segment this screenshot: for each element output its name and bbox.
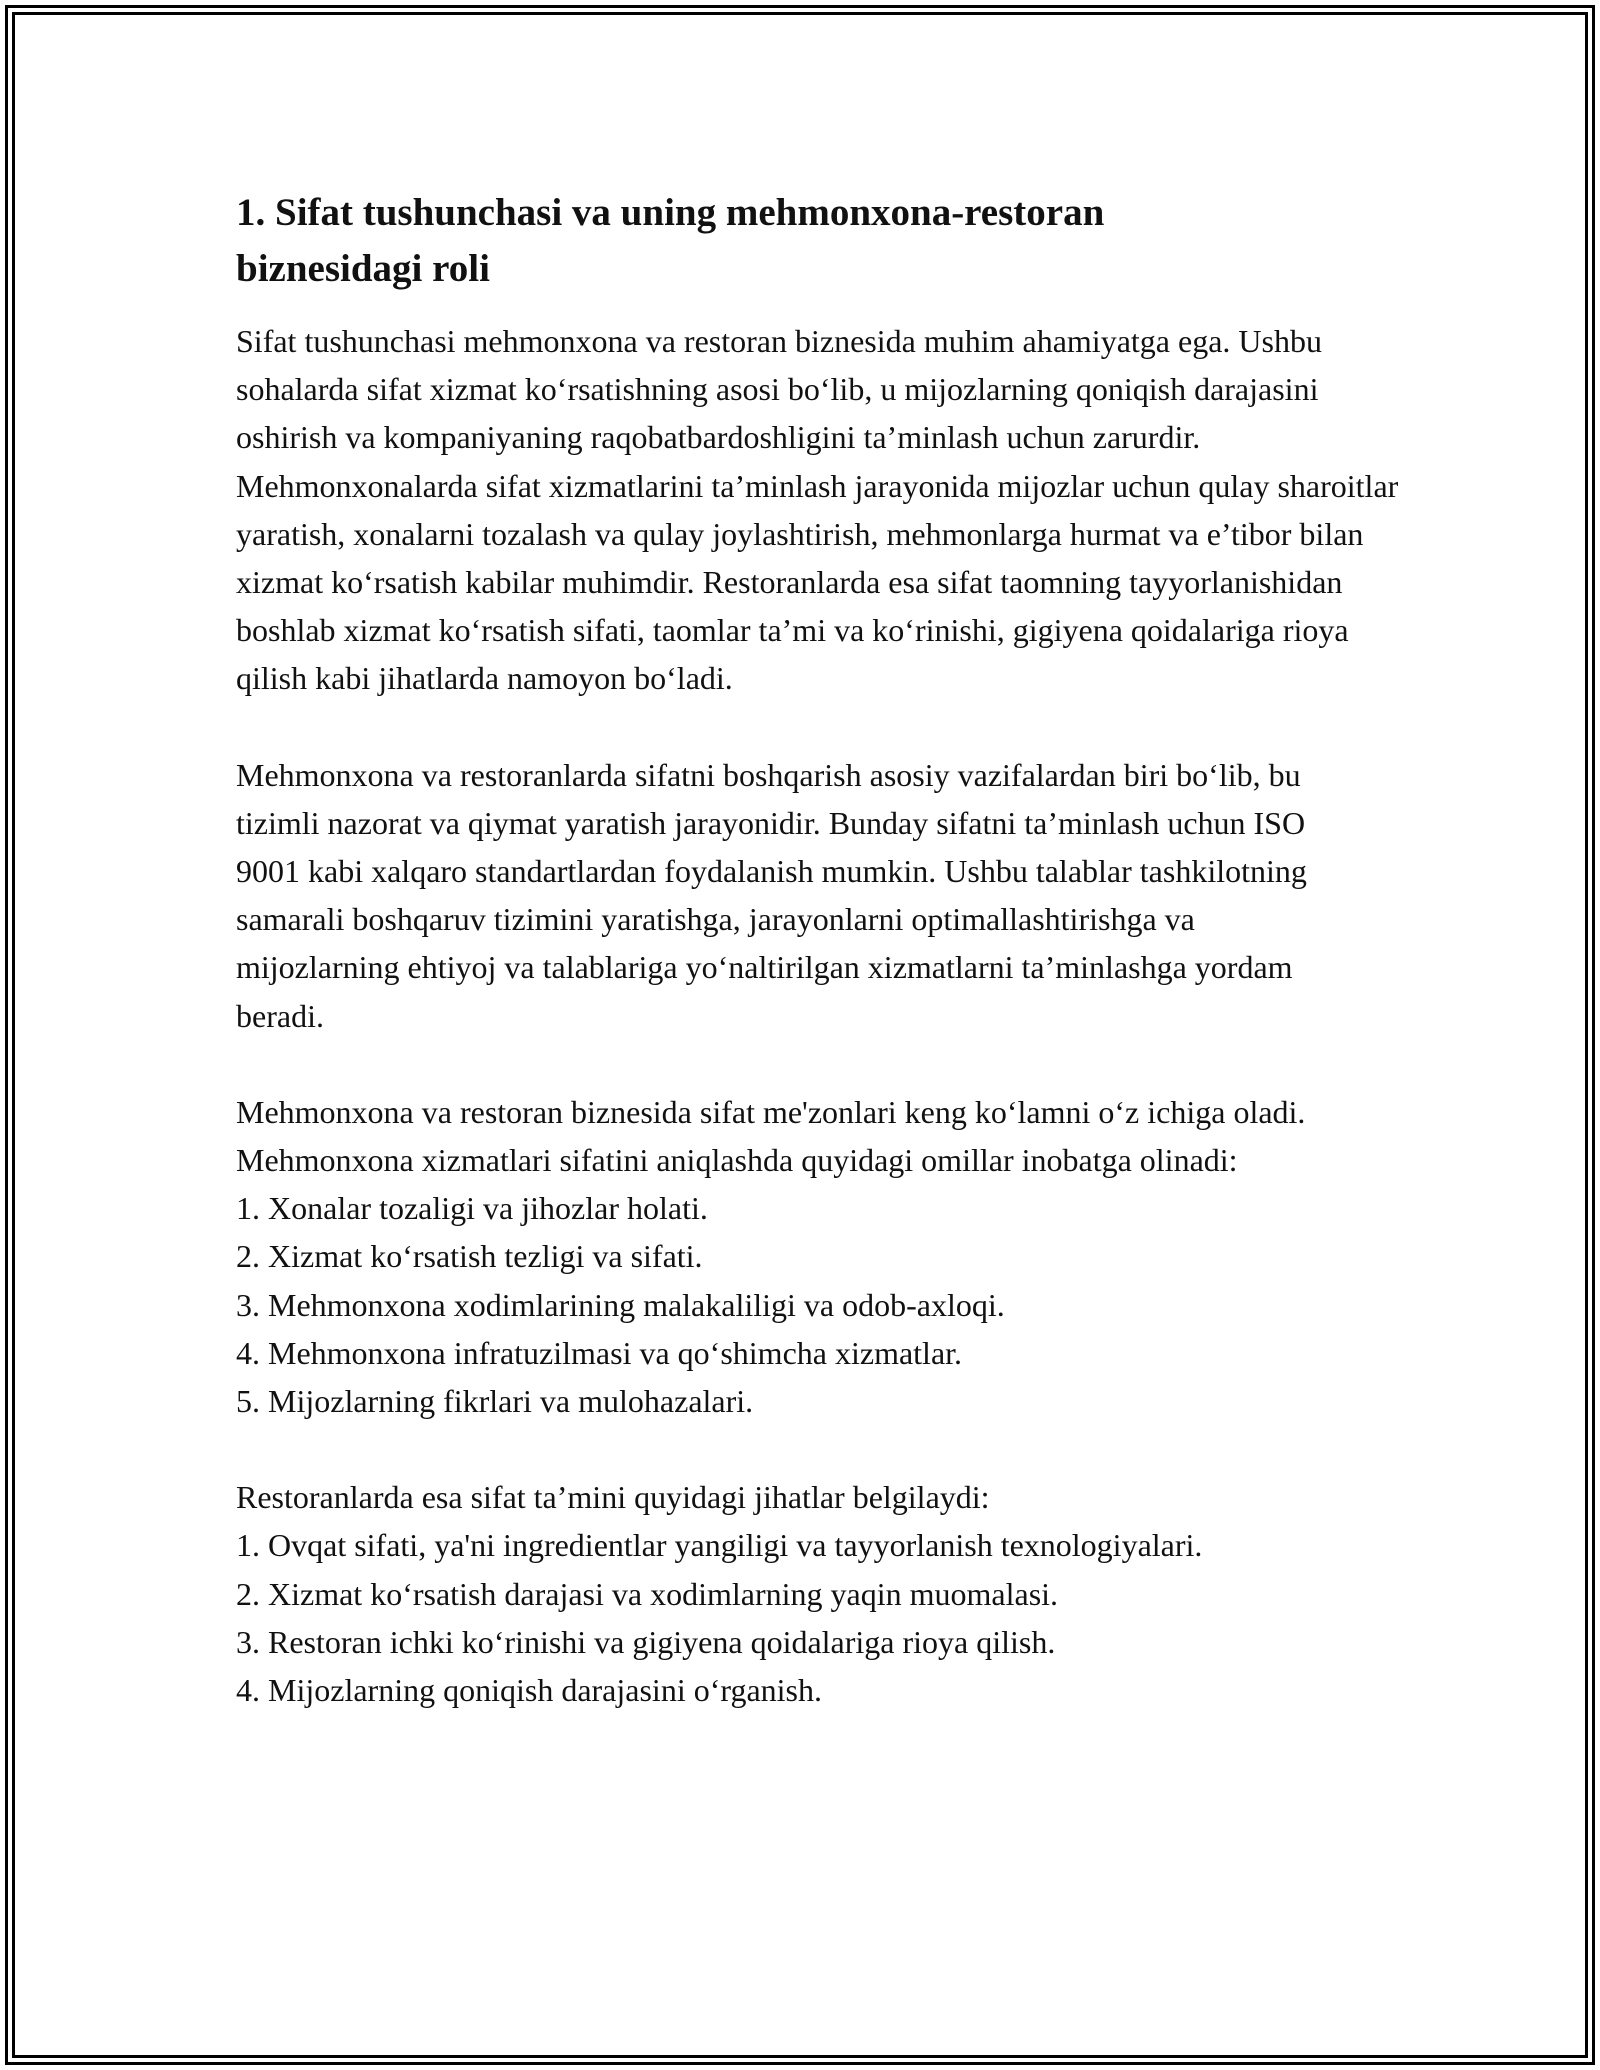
list-item: 3. Mehmonxona xodimlarining malakaliligi va odob-axloqi. — [236, 1286, 1005, 1323]
list-item: 4. Mijozlarning qoniqish darajasini oʻrganish. — [236, 1672, 822, 1709]
hotel-criteria-list — [236, 1184, 1416, 1425]
document-body — [236, 185, 1416, 1762]
section-heading: 1. Sifat tushunchasi va uning mehmonxona-restoran biznesidagi roli — [236, 191, 1105, 290]
restaurant-criteria-intro: Restoranlarda esa sifat ta’mini quyidagi jihatlar belgilaydi: — [236, 1479, 990, 1516]
paragraph-quality-management: Mehmonxona va restoranlarda sifatni boshqarish asosiy vazifalardan biri boʻlib, bu tizimli nazorat va qiymat yaratish jarayonidir. Bunday sifatni ta’minlash uchun ISO 9001 kabi xalqaro standartlardan foydalanish mumkin. Ushbu talablar tashkilotning samarali boshqaruv tizimini yaratishga, jarayonlarni optimallashtirishga va mijozlarning ehtiyoj va talablariga yoʻnaltirilgan xizmatlarni ta’minlashga yordam beradi. — [236, 756, 1307, 1034]
list-item: 3. Restoran ichki koʻrinishi va gigiyena qoidalariga rioya qilish. — [236, 1623, 1056, 1660]
list-item: 5. Mijozlarning fikrlari va mulohazalari. — [236, 1383, 754, 1420]
hotel-criteria-intro: Mehmonxona va restoran biznesida sifat me'zonlari keng koʻlamni oʻz ichiga oladi. Mehmonxona xizmatlari sifatini aniqlashda quyidagi omillar inobatga olinadi: — [236, 1093, 1306, 1179]
list-item: 2. Xizmat koʻrsatish darajasi va xodimlarning yaqin muomalasi. — [236, 1575, 1059, 1612]
paragraph-quality-concept: Sifat tushunchasi mehmonxona va restoran biznesida muhim ahamiyatga ega. Ushbu sohalarda sifat xizmat koʻrsatishning asosi boʻlib, u mijozlarning qoniqish darajasini oshirish va kompaniyaning raqobatbardoshligini ta’minlash uchun zarurdir. Mehmonxonalarda sifat xizmatlarini ta’minlash jarayonida mijozlar uchun qulay sharoitlar yaratish, xonalarni tozalash va qulay joylashtirish, mehmonlarga hurmat va e’tibor bilan xizmat koʻrsatish kabilar muhimdir. Restoranlarda esa sifat taomning tayyorlanishidan boshlab xizmat koʻrsatish sifati, taomlar ta’mi va koʻrinishi, gigiyena qoidalariga rioya qilish kabi jihatlarda namoyon boʻladi. — [236, 323, 1399, 697]
list-item: 1. Ovqat sifati, ya'ni ingredientlar yangiligi va tayyorlanish texnologiyalari. — [236, 1527, 1203, 1564]
restaurant-criteria-list — [236, 1521, 1416, 1714]
hotel-criteria-section — [236, 1088, 1416, 1425]
restaurant-criteria-section — [236, 1473, 1416, 1714]
list-item: 1. Xonalar tozaligi va jihozlar holati. — [236, 1190, 708, 1227]
list-item: 4. Mehmonxona infratuzilmasi va qoʻshimcha xizmatlar. — [236, 1334, 963, 1371]
list-item: 2. Xizmat koʻrsatish tezligi va sifati. — [236, 1238, 703, 1275]
